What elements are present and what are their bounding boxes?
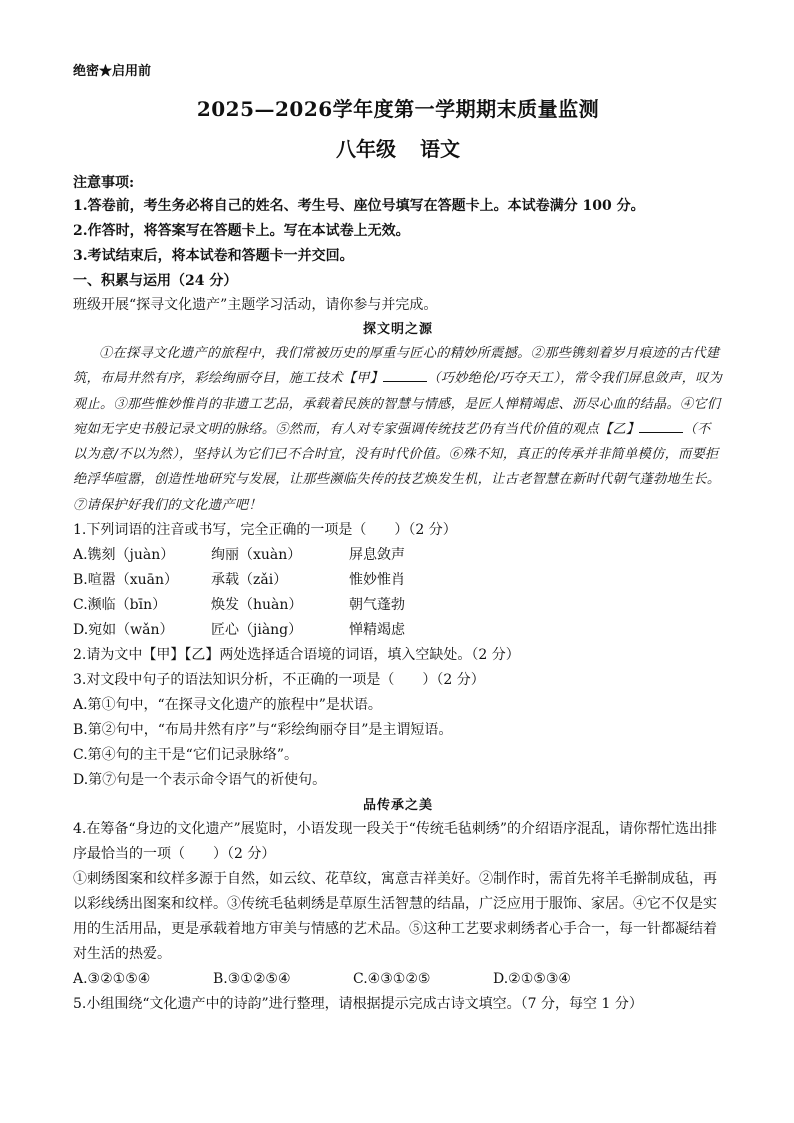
part1-title: 探文明之源	[362, 322, 433, 337]
note-item: 1.答卷前，考生务必将自己的姓名、考生号、座位号填写在答题卡上。本试卷满分 100 分。	[73, 198, 645, 214]
question-1-option	[73, 568, 723, 593]
blank-jia	[383, 367, 427, 382]
question-2: 2.请为文中【甲】【乙】两处选择适合语境的词语，填入空缺处。（2 分）	[73, 647, 520, 664]
section-intro: 班级开展“探寻文化遗产”主题学习活动，请你参与并完成。	[73, 297, 438, 313]
note-item: 2.作答时，将答案写在答题卡上。写在本试卷上无效。	[73, 223, 410, 239]
choice-b: B.③①②⑤④	[213, 971, 291, 988]
option-cell: 承载（zǎi）	[211, 572, 288, 589]
section-heading: 一、积累与运用（24 分）	[73, 273, 238, 289]
question-1-option	[73, 543, 723, 568]
question-3-stem: 3.对文段中句子的语法知识分析，不正确的一项是（ ）（2 分）	[73, 672, 485, 689]
choice-c: C.④③①②⑤	[353, 971, 431, 988]
grade-label: 八年级	[336, 137, 396, 161]
note-item: 3.考试结束后，将本试卷和答题卡一并交回。	[73, 248, 354, 264]
question-3-option-d: D.第⑦句是一个表示命令语气的祈使句。	[73, 772, 327, 789]
passage-text-3: （不以为意/不以为然），坚持认为它们已不合时宜，没有时代价值。⑥殊不知，真正的传承并非简单模仿，而要拒绝浮华喧嚣，创造性地研究与发展，让那些濒临失传的技艺焕发生机，让古老智慧在新时代朝气蓬勃地生长。⑦请保护好我们的文化遗产吧！	[73, 421, 721, 513]
passage-text-1: ①在探寻文化遗产的旅程中，我们常被历史的厚重与匠心的精妙所震撼。②那些镌刻着岁月痕迹的古代建筑，布局井然有序，彩绘绚丽夺目，施工技术【甲】	[73, 346, 720, 387]
option-cell: A.镌刻（juàn）	[73, 547, 175, 564]
question-3-option-a: A.第①句中，“在探寻文化遗产的旅程中”是状语。	[73, 697, 382, 714]
option-cell: C.濒临（bīn）	[73, 597, 167, 614]
confidential-label: 绝密★启用前	[73, 64, 152, 79]
option-cell: 绚丽（xuàn）	[211, 547, 302, 564]
option-cell: 焕发（huàn）	[211, 597, 303, 614]
exam-title: 2025—2026学年度第一学期期末质量监测	[196, 97, 600, 121]
question-4-choices	[73, 967, 723, 992]
option-cell: 惮精竭虑	[349, 622, 405, 639]
option-cell: 匠心（jiàng）	[211, 622, 303, 639]
exam-subtitle	[73, 136, 723, 162]
question-1-stem: 1.下列词语的注音或书写，完全正确的一项是（ ）（2 分）	[73, 522, 457, 539]
choice-a: A.③②①⑤④	[73, 971, 151, 988]
passage-text-2: （巧妙绝伦/巧夺天工），常令我们屏息敛声，叹为观止。③那些惟妙惟肖的非遗工艺品，承载着民族的智慧与情感，是匠人惮精竭虑、沥尽心血的结晶。④它们宛如无字史书般记录文明的脉络。⑤然而，有人对专家强调传统技艺仍有当代价值的观点【乙】	[73, 371, 723, 437]
notes-title: 注意事项:	[73, 175, 135, 191]
question-1-option	[73, 618, 723, 643]
reading-passage	[73, 341, 723, 518]
question-4-stem: 4.在筹备“身边的文化遗产”展览时，小语发现一段关于“传统毛毡刺绣”的介绍语序混乱，请你帮忙选出排序最恰当的一项（ ）（2 分）	[73, 821, 717, 863]
exam-page	[73, 62, 723, 1017]
option-cell: D.宛如（wǎn）	[73, 622, 174, 639]
question-5: 5.小组围绕“文化遗产中的诗韵”进行整理，请根据提示完成古诗文填空。（7 分，每空 1 分）	[73, 996, 643, 1013]
subject-label: 语文	[420, 137, 460, 161]
option-cell: 朝气蓬勃	[349, 597, 405, 614]
question-3-option-c: C.第④句的主干是“它们记录脉络”。	[73, 747, 298, 764]
option-cell: 屏息敛声	[349, 547, 405, 564]
part2-title: 品传承之美	[362, 798, 433, 814]
option-cell: 惟妙惟肖	[349, 572, 405, 589]
option-cell: B.喧嚣（xuān）	[73, 572, 179, 589]
question-4-text: ①刺绣图案和纹样多源于自然，如云纹、花草纹，寓意吉祥美好。②制作时，需首先将羊毛擀制成毡，再以彩线绣出图案和纹样。③传统毛毡刺绣是草原生活智慧的结晶，广泛应用于服饰、家居。④它不仅是实用的生活用品，更是承载着地方审美与情感的艺术品。⑤这种工艺要求刺绣者心手合一，每一针都凝结着对生活的热爱。	[73, 871, 717, 963]
choice-d: D.②①⑤③④	[493, 971, 571, 988]
question-3-option-b: B.第②句中，“布局井然有序”与“彩绘绚丽夺目”是主谓短语。	[73, 722, 453, 739]
blank-yi	[639, 418, 683, 433]
question-1-option	[73, 593, 723, 618]
